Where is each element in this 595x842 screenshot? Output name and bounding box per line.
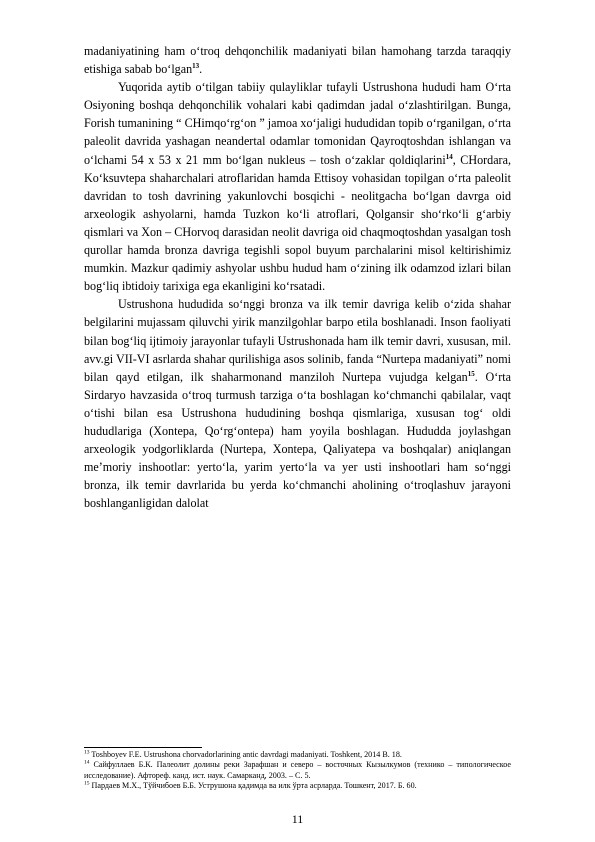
- footnote-ref-15[interactable]: 15: [467, 369, 475, 378]
- footnote-ref-14[interactable]: 14: [445, 152, 453, 161]
- paragraph-1: [84, 42, 511, 78]
- paragraph-3-text-a: Ustrushona hududida so‘nggi bronza va ilk temir davriga kelib o‘zida shahar belgilarini mujassam qiluvchi yirik manzilgohlar barpo etila boshlanadi. Inson faoliyati bilan bog‘liq ijtimoiy jarayonlar tufayli Ustrushonada ham ilk temir davri, xususan, mil. avv.gi VII-VI asrlarda shahar qurilishiga asos solinib, fanda “Nurtepa madaniyati” nomi bilan qayd etilgan, ilk shaharmonand manziloh Nurtepa vujudga kelgan: [84, 297, 511, 384]
- paragraph-3: [84, 295, 511, 512]
- footnotes: [84, 750, 511, 792]
- paragraph-2-text-b: , CHordara, Ko‘ksuvtepa shaharchalari atroflaridan hamda Ettisoy vohasidan topilgan o‘rta paleolit davridan to tosh davrining yakunlovchi bosqichi - neolitgacha bo‘lgan davrga oid arxeologik ashyolarni, hamda Tuzkon ko‘li atroflari, Qolgansir sho‘rko‘li g‘arbiy qismlari va Xon – CHorvoq darasidan neolit davriga oid chaqmoqtoshdan yasalgan tosh qurollar hamda bronza davriga tegishli sopol buyum parchalarini misol keltirishimiz mumkin. Mazkur qadimiy ashyolar ushbu hudud ham o‘zining ilk odamzod izlari bilan bog‘liq ibtidoiy tarixiga ega ekanligini ko‘rsatadi.: [84, 152, 511, 294]
- footnote-mark: 14: [84, 759, 90, 766]
- page-body: [84, 42, 511, 512]
- footnote-separator: [84, 747, 202, 748]
- paragraph-3-text-b: . O‘rta Sirdaryo havzasida o‘troq turmush tarziga o‘ta boshlagan ko‘chmanchi qabilalar, vaqt o‘tishi bilan esa Ustrushona hududining boshqa qismlariga, xususan tog‘ oldi hududlariga (Xontepa, Qo‘rg‘ontepa) ham yoyila boshlagan. Hududda joylashgan arxeologik yodgorliklarda (Nurtepa, Xontepa, Qaliyatepa va boshqalar) aniqlangan me’moriy inshootlar: yerto‘la, yarim yerto‘la va yer usti inshootlari ham so‘nggi bronza, ilk temir davrlarida bu yerda ko‘chmanchi aholining o‘troqlashuv jarayoni boshlanganligidan dalolat: [84, 369, 511, 511]
- footnote-13: [84, 750, 511, 760]
- footnote-text: Toshboyev F.E. Ustrushona chorvadorlarining antic davrdagi madaniyati. Toshkent, 2014 B. 18.: [89, 750, 402, 759]
- footnote-mark: 13: [84, 749, 90, 756]
- page-number: 11: [291, 812, 304, 826]
- paragraph-1-tail: .: [199, 62, 203, 77]
- paragraph-2: [84, 78, 511, 295]
- footnote-mark: 15: [84, 780, 90, 787]
- footnote-text: Сайфуллаев Б.К. Палеолит долины реки Зарафшан и северо – восточных Кызылкумов (технико – типологическое исследование). Афтореф. канд. ист. наук. Самарканд, 2003. – С. 5.: [84, 760, 511, 780]
- paragraph-2-text-a: Yuqorida aytib o‘tilgan tabiiy qulayliklar tufayli Ustrushona hududi ham O‘rta Osiyoning boshqa dehqonchilik vohalari kabi qadimdan jadal o‘zlashtirilgan. Bunga, Forish tumanining “ CHimqo‘rg‘on ” jamoa xo‘jaligi hududidan topib o‘rganilgan, o‘rta paleolit davrida yashagan neandertal odamlar tomonidan Qayroqtoshdan ishlangan va o‘lchami 54 x 53 x 21 mm bo‘lgan nukleus – tosh o‘zaklar qoldiqlarini: [84, 80, 511, 167]
- footnote-14: [84, 760, 511, 781]
- footnote-text: Пардаев М.Х., Тўйчибоев Б.Б. Уструшона қадимда ва илк ўрта асрларда. Тошкент, 2017. Б. 60.: [89, 781, 417, 791]
- footnote-ref-13[interactable]: 13: [192, 62, 200, 71]
- footnote-15: [84, 781, 511, 791]
- paragraph-1-text: madaniyatining ham o‘troq dehqonchilik madaniyati bilan hamohang tarzda taraqqiy etishiga sabab bo‘lgan: [84, 44, 511, 77]
